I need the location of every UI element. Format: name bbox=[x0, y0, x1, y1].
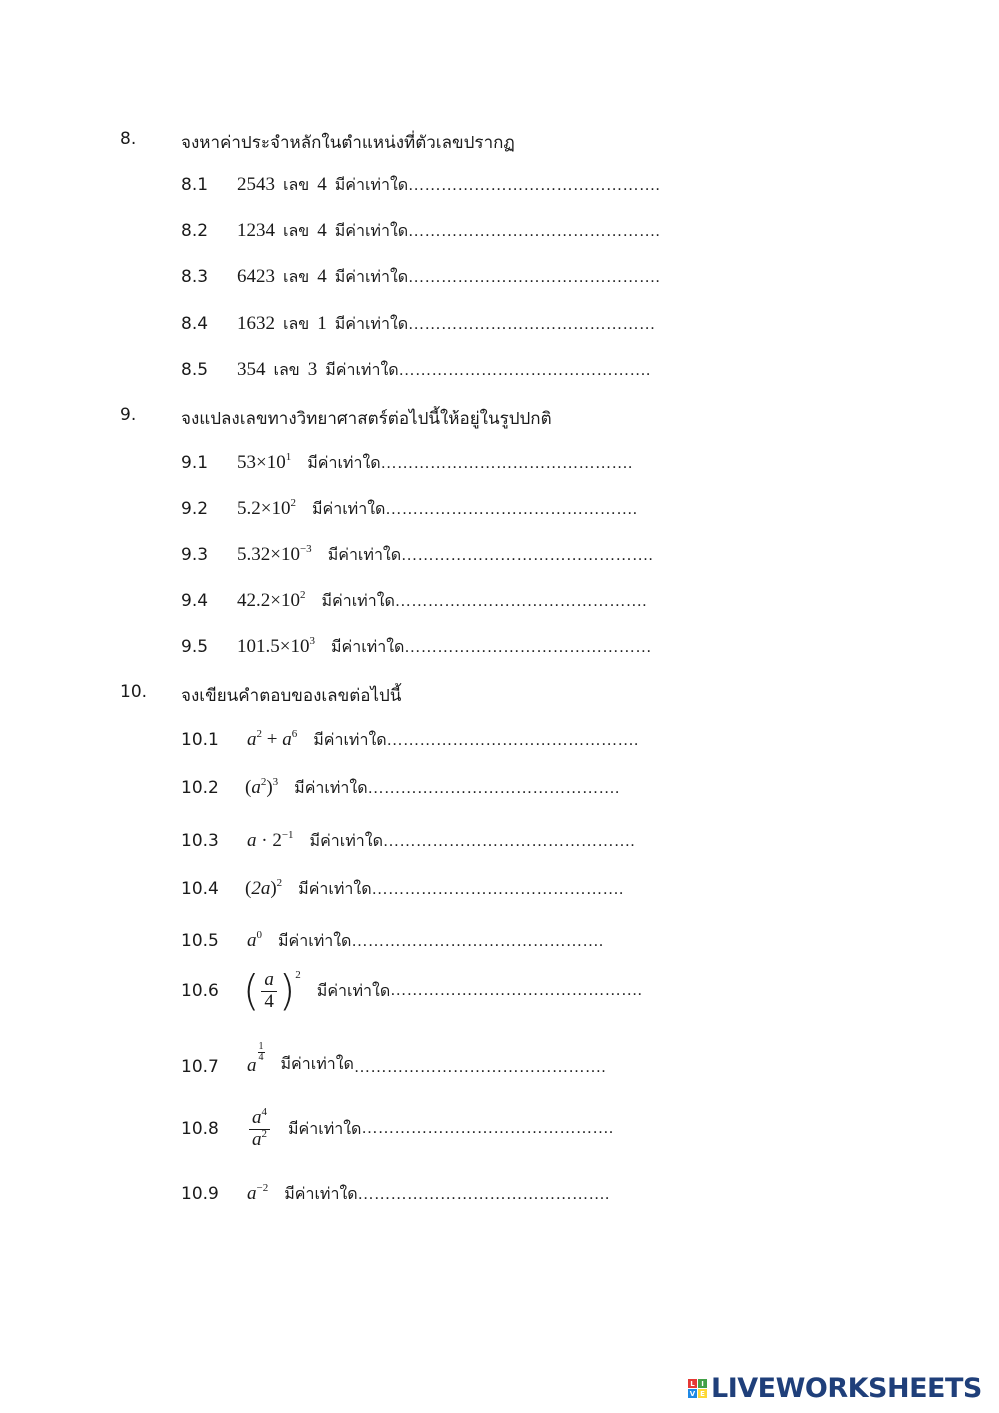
question-10-6 bbox=[181, 966, 643, 1016]
question-9-3 bbox=[181, 543, 653, 568]
item-expression: $53\times 10^1$ bbox=[237, 451, 292, 473]
answer-blank[interactable]: ………………………………………. bbox=[408, 223, 661, 240]
item-digit: 4 bbox=[317, 266, 327, 287]
question-10-1 bbox=[181, 728, 639, 753]
question-8-2 bbox=[181, 219, 660, 244]
item-number: 10.9 bbox=[181, 1184, 219, 1204]
item-value: 6423 bbox=[237, 266, 275, 287]
answer-blank[interactable]: ………………………………………. bbox=[351, 933, 604, 950]
item-ask: มีค่าเท่าใด bbox=[325, 360, 399, 379]
question-9-2 bbox=[181, 497, 637, 522]
item-ask: มีค่าเท่าใด bbox=[334, 314, 409, 333]
item-mid: เลข bbox=[283, 175, 310, 194]
answer-blank[interactable]: ………………………………………. bbox=[408, 177, 661, 194]
item-ask: มีค่าเท่าใด bbox=[316, 980, 391, 1000]
answer-blank[interactable]: ………………………………………. bbox=[371, 881, 624, 898]
item-number: 8.1 bbox=[181, 175, 209, 195]
item-ask: มีค่าเท่าใด bbox=[288, 1118, 362, 1138]
question-9-1 bbox=[181, 451, 633, 476]
question-10-7 bbox=[181, 1041, 606, 1077]
item-expression: a 1 4 bbox=[247, 1041, 264, 1076]
answer-blank[interactable]: ………………………………………. bbox=[380, 455, 633, 472]
item-number: 10.3 bbox=[181, 831, 219, 851]
item-ask: มีค่าเท่าใด bbox=[311, 499, 386, 518]
item-value: 354 bbox=[237, 359, 266, 380]
item-ask: มีค่าเท่าใด bbox=[313, 730, 387, 749]
question-8-4 bbox=[181, 312, 656, 337]
answer-blank[interactable]: ………………………………………. bbox=[390, 982, 643, 1000]
item-mid: เลข bbox=[283, 267, 310, 286]
answer-blank[interactable]: ………………………………………. bbox=[408, 269, 661, 286]
question-10-9 bbox=[181, 1182, 610, 1207]
answer-blank[interactable]: ………………………………………. bbox=[398, 362, 651, 379]
item-expression: $a^2 + a^6$ bbox=[247, 728, 298, 750]
item-number: 10.1 bbox=[181, 730, 219, 750]
question-8-number: 8. bbox=[120, 129, 137, 149]
item-number: 8.4 bbox=[181, 314, 209, 334]
item-mid: เลข bbox=[283, 221, 310, 240]
item-digit: 4 bbox=[317, 174, 327, 195]
item-expression: ( $\frac{a}{4}$ ) $^2$ bbox=[243, 966, 301, 1016]
item-number: 9.2 bbox=[181, 499, 209, 519]
logo-text: LIVEWORKSHEETS bbox=[711, 1373, 982, 1404]
question-10-2 bbox=[181, 776, 620, 801]
item-ask: มีค่าเท่าใด bbox=[334, 267, 409, 286]
item-number: 10.5 bbox=[181, 931, 219, 951]
question-10-8 bbox=[181, 1108, 613, 1151]
answer-blank[interactable]: ………………………………………. bbox=[382, 833, 635, 850]
answer-blank[interactable]: ……………………………………… bbox=[404, 639, 652, 656]
item-ask: มีค่าเท่าใด bbox=[278, 931, 352, 950]
item-ask: มีค่าเท่าใด bbox=[334, 175, 409, 194]
item-ask: มีค่าเท่าใด bbox=[307, 453, 381, 472]
item-number: 10.4 bbox=[181, 879, 219, 899]
question-10-5 bbox=[181, 929, 603, 954]
item-number: 8.3 bbox=[181, 267, 209, 287]
item-ask: มีค่าเท่าใด bbox=[330, 637, 405, 656]
item-ask: มีค่าเท่าใด bbox=[298, 879, 372, 898]
item-expression: $a^0$ bbox=[247, 929, 262, 951]
item-number: 9.1 bbox=[181, 453, 209, 473]
item-number: 9.3 bbox=[181, 545, 209, 565]
item-mid: เลข bbox=[273, 360, 300, 379]
item-digit: 4 bbox=[317, 220, 327, 241]
question-10-number: 10. bbox=[120, 682, 148, 702]
item-value: 2543 bbox=[237, 174, 275, 195]
item-ask: มีค่าเท่าใด bbox=[334, 221, 409, 240]
item-value: 1632 bbox=[237, 313, 275, 334]
item-expression: $101.5\times 10^3$ bbox=[237, 635, 315, 657]
question-9-4 bbox=[181, 589, 647, 614]
answer-blank[interactable]: ………………………………………. bbox=[401, 547, 654, 564]
question-10-text: จงเขียนคำตอบของเลขต่อไปนี้ bbox=[181, 686, 402, 706]
question-10-3 bbox=[181, 829, 635, 854]
answer-blank[interactable]: ………………………………………. bbox=[357, 1186, 610, 1203]
item-number: 10.2 bbox=[181, 778, 219, 798]
answer-blank[interactable]: ………………………………………. bbox=[353, 1059, 606, 1076]
item-expression: $\frac{a^4}{a^2}$ bbox=[247, 1108, 272, 1151]
item-ask: มีค่าเท่าใด bbox=[327, 545, 402, 564]
item-number: 9.4 bbox=[181, 591, 209, 611]
item-expression: $a^{-2}$ bbox=[247, 1182, 269, 1204]
item-number: 8.5 bbox=[181, 360, 209, 380]
logo-mark-icon: L I V E bbox=[688, 1379, 707, 1398]
liveworksheets-logo[interactable] bbox=[688, 1373, 982, 1404]
item-ask: มีค่าเท่าใด bbox=[294, 778, 368, 797]
question-8-1 bbox=[181, 173, 660, 198]
item-number: 9.5 bbox=[181, 637, 209, 657]
item-number: 10.7 bbox=[181, 1057, 219, 1077]
item-digit: 1 bbox=[317, 313, 327, 334]
item-value: 1234 bbox=[237, 220, 275, 241]
question-9-5 bbox=[181, 635, 652, 660]
item-ask: มีค่าเท่าใด bbox=[321, 591, 395, 610]
question-10-4 bbox=[181, 877, 624, 902]
answer-blank[interactable]: ………………………………………. bbox=[385, 501, 638, 518]
item-ask: มีค่าเท่าใด bbox=[309, 831, 383, 850]
question-9-number: 9. bbox=[120, 405, 137, 425]
answer-blank[interactable]: ………………………………………. bbox=[367, 780, 620, 797]
answer-blank[interactable]: ……………………………………… bbox=[408, 316, 656, 333]
item-expression: $5.2\times 10^2$ bbox=[237, 497, 296, 519]
question-9-text: จงแปลงเลขทางวิทยาศาสตร์ต่อไปนี้ให้อยู่ในรูปปกติ bbox=[181, 409, 552, 429]
answer-blank[interactable]: ………………………………………. bbox=[386, 732, 639, 749]
item-ask: มีค่าเท่าใด bbox=[284, 1184, 358, 1203]
question-8-3 bbox=[181, 265, 660, 290]
item-number: 8.2 bbox=[181, 221, 209, 241]
answer-blank[interactable]: ………………………………………. bbox=[394, 593, 647, 610]
item-expression: $5.32\times 10^{-3}$ bbox=[237, 543, 312, 565]
item-ask: มีค่าเท่าใด bbox=[280, 1054, 354, 1073]
question-8-text: จงหาค่าประจำหลักในตำแหน่งที่ตัวเลขปรากฏ bbox=[181, 133, 515, 153]
item-expression: $42.2\times 10^2$ bbox=[237, 589, 306, 611]
item-number: 10.6 bbox=[181, 981, 219, 1002]
question-8-5 bbox=[181, 358, 651, 383]
item-number: 10.8 bbox=[181, 1119, 219, 1140]
item-expression: $(a^2)^3$ bbox=[245, 776, 279, 798]
item-expression: $a \cdot 2^{-1}$ bbox=[247, 829, 294, 851]
item-expression: $(2a)^2$ bbox=[245, 877, 283, 899]
answer-blank[interactable]: ………………………………………. bbox=[361, 1120, 614, 1138]
item-mid: เลข bbox=[283, 314, 310, 333]
item-digit: 3 bbox=[307, 359, 318, 380]
